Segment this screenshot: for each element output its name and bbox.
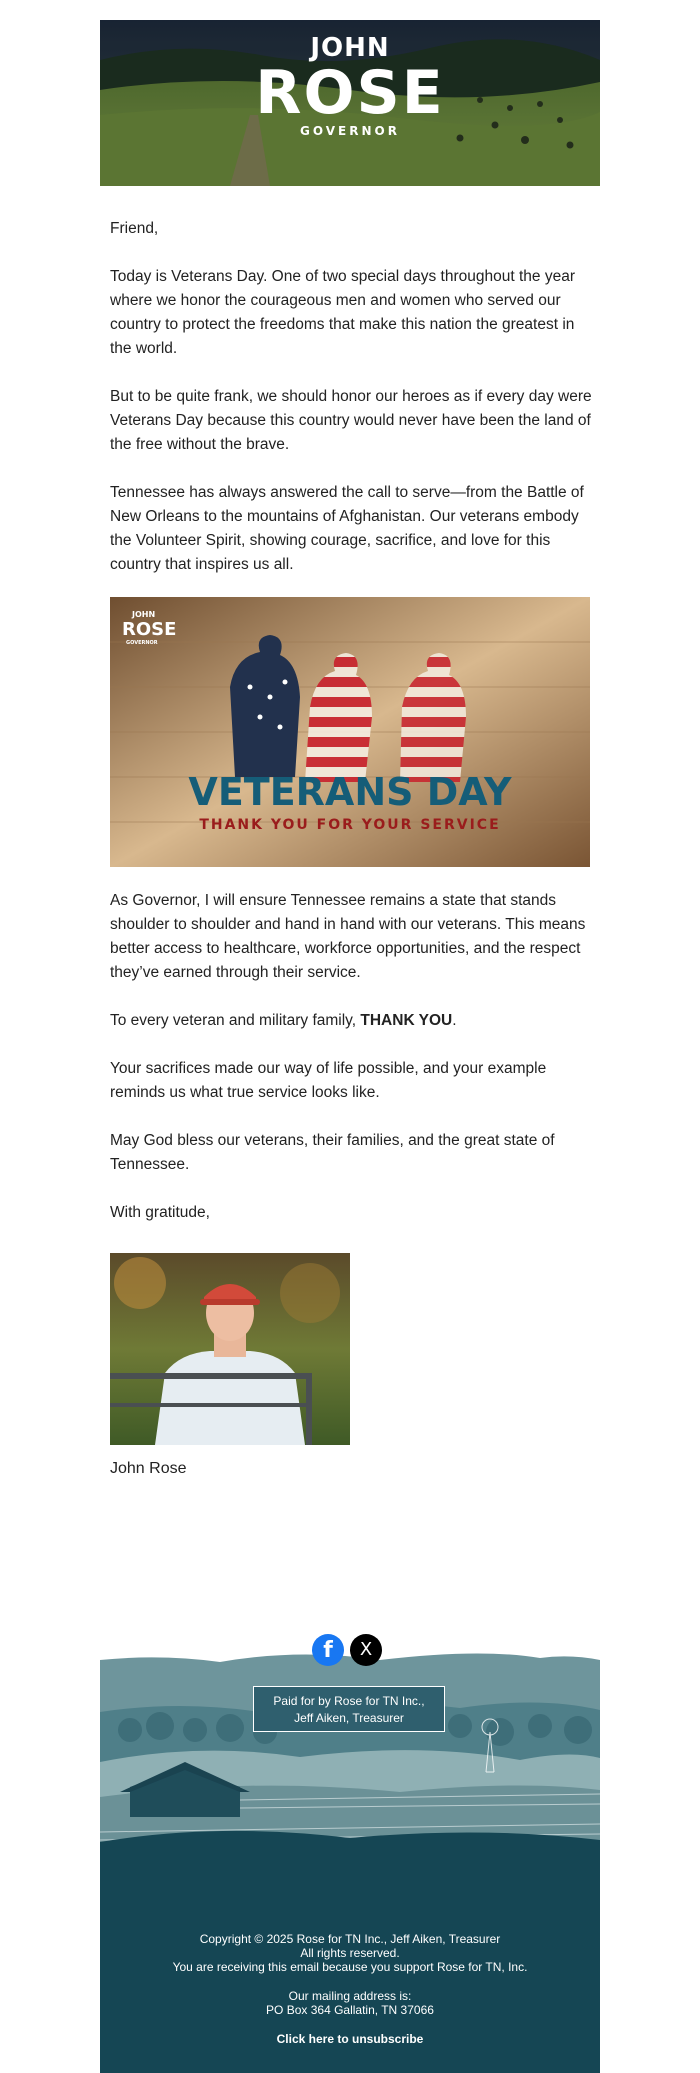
- header-logo-first: JOHN: [310, 33, 390, 63]
- header-banner: [100, 20, 600, 186]
- banner-logo-last: ROSE: [122, 619, 177, 640]
- paragraph-5-prefix: To every veteran and military family,: [110, 1012, 361, 1029]
- paid-line-2: Jeff Aiken, Treasurer: [294, 1711, 404, 1725]
- facebook-glyph: f: [323, 1638, 333, 1663]
- paragraph-4: As Governor, I will ensure Tennessee remains a state that stands shoulder to shoulder and hand in hand with our veterans. This means better access to healthcare, workforce opportunities, and the respect they’ve earned through their service.: [110, 892, 586, 981]
- x-glyph: X: [359, 1639, 373, 1660]
- banner-subtitle: THANK YOU FOR YOUR SERVICE: [199, 817, 501, 833]
- signature: John Rose: [110, 1460, 187, 1477]
- rights-reserved: All rights reserved.: [300, 1946, 400, 1960]
- banner-logo-first: JOHN: [132, 610, 156, 619]
- paragraph-3: Tennessee has always answered the call to serve—from the Battle of New Orleans to the mountains of Afghanistan. Our veterans embody the Volunteer Spirit, showing courage, sacrifice, and love for this country that inspires us all.: [110, 484, 584, 573]
- x-icon[interactable]: [350, 1634, 382, 1666]
- paid-line-1: Paid for by Rose for TN Inc.,: [273, 1694, 425, 1708]
- header-logo-last: ROSE: [255, 58, 445, 128]
- closing: With gratitude,: [110, 1204, 210, 1221]
- header-logo: [100, 34, 600, 138]
- paragraph-7: May God bless our veterans, their families, and the great state of Tennessee.: [110, 1132, 555, 1173]
- paragraph-1: Today is Veterans Day. One of two special days throughout the year where we honor the courageous men and women who served our country to protect the freedoms that make this nation the greatest in the world.: [110, 268, 575, 357]
- mailing-label: Our mailing address is:: [288, 1989, 412, 2003]
- candidate-photo-image: [110, 1253, 350, 1445]
- candidate-photo: [110, 1253, 350, 1445]
- paragraph-5-suffix: .: [452, 1012, 457, 1029]
- veterans-day-banner: [110, 597, 590, 867]
- paragraph-2: But to be quite frank, we should honor our heroes as if every day were Veterans Day because this country would never have been the land of the free without the brave.: [110, 388, 592, 453]
- paid-for-disclaimer: [253, 1686, 445, 1732]
- subscription-reason: You are receiving this email because you support Rose for TN, Inc.: [172, 1960, 528, 1974]
- unsubscribe-link[interactable]: Click here to unsubscribe: [276, 2032, 424, 2046]
- copyright: Copyright © 2025 Rose for TN Inc., Jeff Aiken, Treasurer: [199, 1932, 501, 1946]
- veterans-day-image: [110, 597, 590, 867]
- banner-logo-sub: GOVERNOR: [126, 640, 158, 646]
- greeting: Friend,: [110, 220, 159, 237]
- footer: [100, 1612, 600, 2073]
- banner-title: VETERANS DAY: [188, 770, 512, 814]
- paragraph-6: Your sacrifices made our way of life possible, and your example reminds us what true service looks like.: [110, 1060, 547, 1101]
- mailing-address: PO Box 364 Gallatin, TN 37066: [266, 2003, 434, 2017]
- facebook-icon[interactable]: [312, 1634, 344, 1666]
- paragraph-5: [110, 1009, 595, 1033]
- header-logo-sub: GOVERNOR: [300, 124, 400, 138]
- thank-you-emphasis: THANK YOU: [360, 1012, 453, 1029]
